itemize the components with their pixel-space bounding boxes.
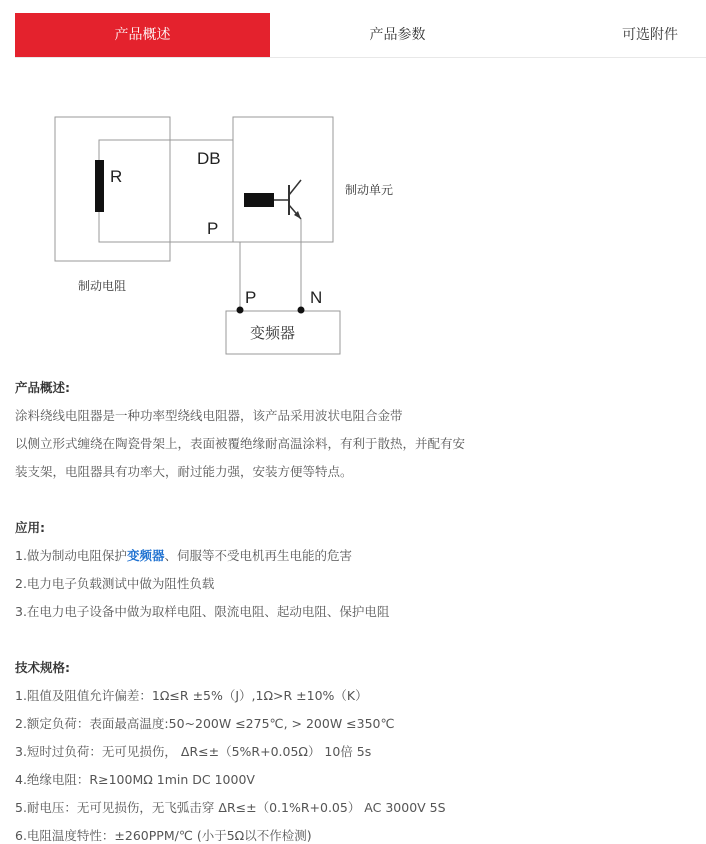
overview-line: 以侧立形式缠绕在陶瓷骨架上，表面被覆绝缘耐高温涂料，有利于散热，并配有安 [15, 436, 466, 451]
overview-line: 装支架，电阻器具有功率大，耐过能力强，安装方便等特点。 [15, 464, 353, 479]
tab-accessories[interactable]: 可选附件 [622, 27, 678, 43]
p-terminal-dot [237, 307, 244, 314]
application-item: 2.电力电子负载测试中做为阻性负载 [15, 576, 215, 591]
transistor-collector [289, 180, 301, 195]
overview-heading: 产品概述: [15, 380, 70, 395]
tab-overview[interactable]: 产品概述 [15, 13, 270, 57]
brake-resistor-label: 制动电阻 [78, 279, 127, 293]
brake-unit-symbol [244, 193, 274, 207]
brake-unit-box [233, 117, 333, 242]
brake-resistor-box [55, 117, 170, 261]
spec-item: 1.阻值及阻值允许偏差：1Ω≤R ±5%（J）,1Ω>R ±10%（K） [15, 688, 368, 703]
spec-item: 3.短时过负荷：无可见损伤， ΔR≤±（5%R+0.05Ω） 10倍 5s [15, 744, 372, 759]
application-item-text: 、伺服等不受电机再生电能的危害 [164, 548, 352, 563]
spec-item: 6.电阻温度特性：±260PPM/℃ (小于5Ω以不作检测) [15, 828, 312, 843]
db-label: DB [197, 149, 221, 168]
p-label-bottom: P [245, 288, 257, 307]
specs-heading: 技术规格: [15, 660, 70, 675]
application-item: 3.在电力电子设备中做为取样电阻、限流电阻、起动电阻、保护电阻 [15, 604, 390, 619]
inverter-link[interactable]: 变频器 [126, 548, 165, 563]
resistor-letter: R [110, 167, 123, 186]
wiring-diagram [0, 0, 706, 370]
spec-item: 4.绝缘电阻：R≥100MΩ 1min DC 1000V [15, 772, 255, 787]
brake-unit-label: 制动单元 [345, 183, 394, 197]
application-item-text: 1.做为制动电阻保护 [15, 548, 127, 563]
n-terminal-dot [298, 307, 305, 314]
application-item [15, 546, 352, 564]
application-heading: 应用: [15, 520, 45, 535]
spec-item: 2.额定负荷：表面最高温度:50~200W ≤275℃, > 200W ≤350℃ [15, 716, 395, 731]
tab-parameters[interactable]: 产品参数 [369, 27, 426, 43]
overview-line: 涂料绕线电阻器是一种功率型绕线电阻器，该产品采用波状电阻合金带 [15, 408, 403, 423]
n-label: N [310, 288, 323, 307]
p-label-top: P [207, 219, 219, 238]
resistor-symbol [95, 160, 104, 212]
spec-item: 5.耐电压：无可见损伤，无飞弧击穿 ΔR≤±（0.1%R+0.05） AC 3000V 5S [15, 800, 446, 815]
inverter-label: 变频器 [250, 324, 296, 342]
